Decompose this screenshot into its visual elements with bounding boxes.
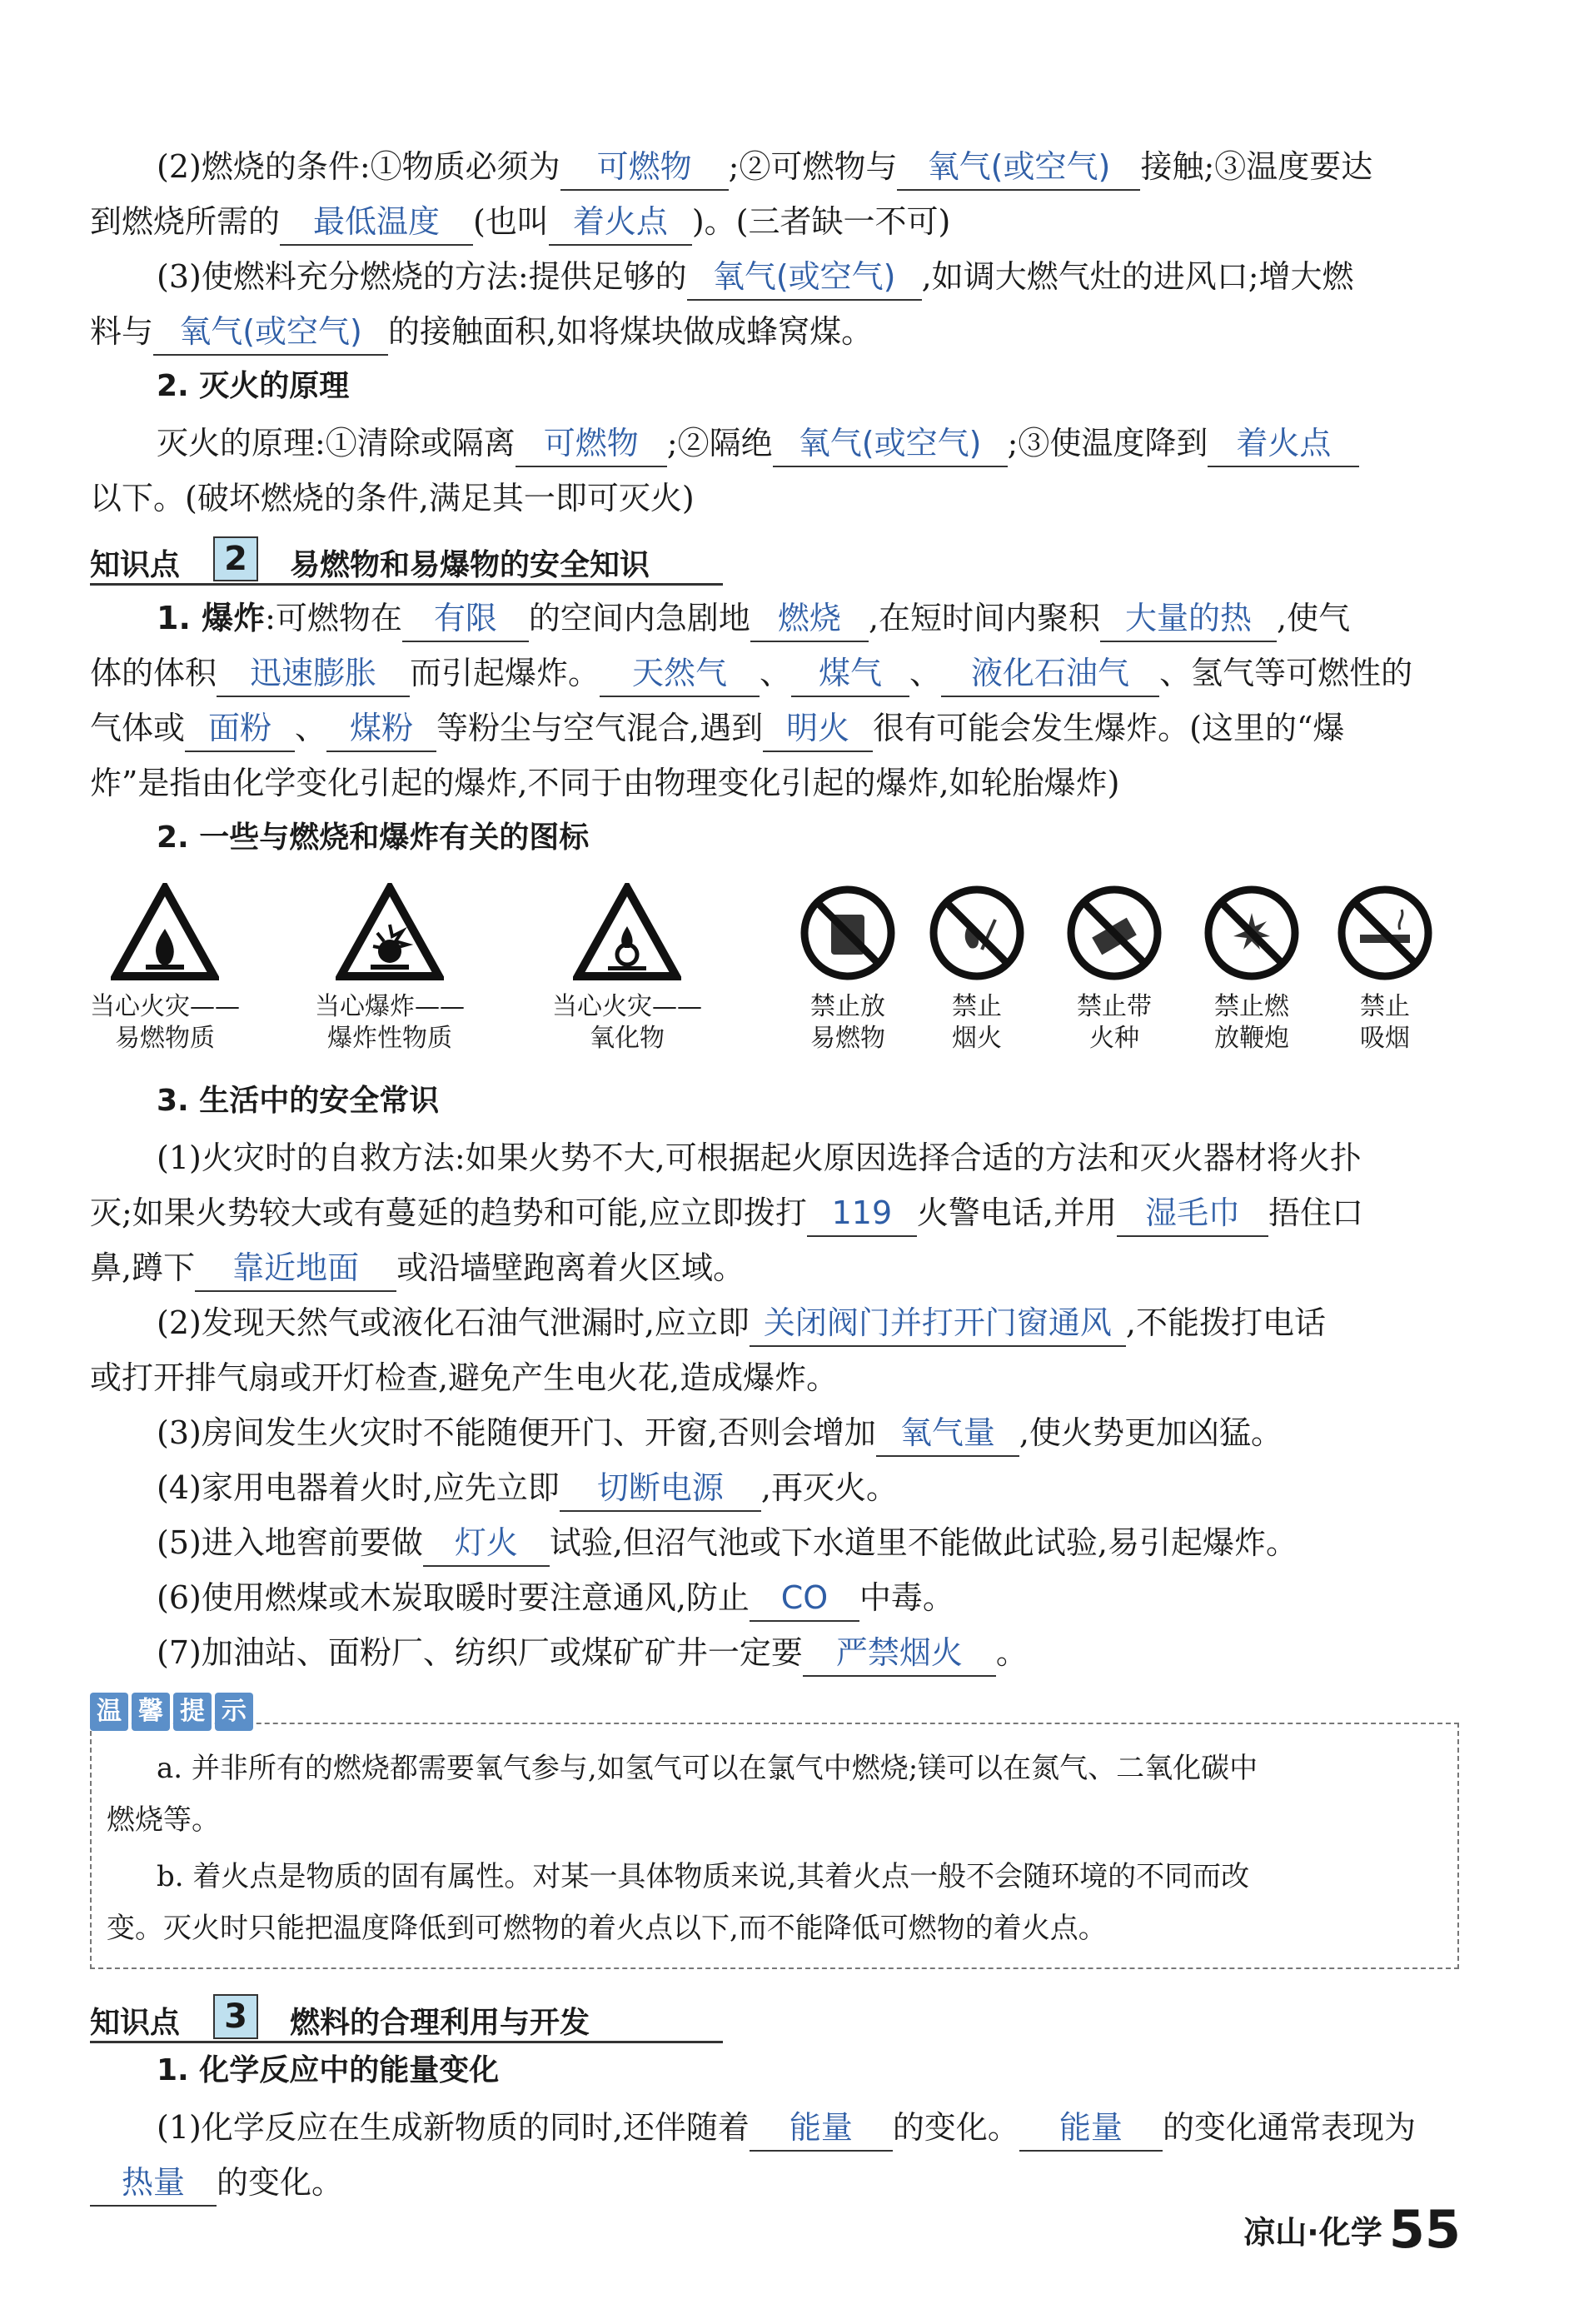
text: (3)使燃料充分燃烧的方法:提供足够的 (157, 258, 687, 295)
answer-blank: 煤气 (791, 651, 909, 697)
text-line (157, 1131, 1456, 1184)
text-line (90, 471, 1456, 525)
text-line (90, 195, 1456, 248)
tips-header-char: 温 (90, 1693, 128, 1731)
kp-label: 知识点 (90, 548, 181, 582)
answer-blank: 煤粉 (326, 706, 436, 752)
text: 。 (995, 1634, 1028, 1671)
sign-no-smoking (1322, 883, 1447, 1055)
answer-blank: 氧气量 (876, 1410, 1019, 1457)
sign-caption: 禁止 (1360, 992, 1410, 1021)
page-footer (1243, 2199, 1461, 2260)
text: (1)火灾时的自救方法:如果火势不大,可根据起火原因选择合适的方法和灭火器材将火扑 (157, 1140, 1362, 1176)
answer-blank: 氧气(或空气) (773, 421, 1008, 467)
tip-text: a. 并非所有的燃烧都需要氧气参与,如氢气可以在氯气中燃烧;镁可以在氮气、二氧化碳中 (157, 1752, 1258, 1785)
text: 或沿墙壁跑离着火区域。 (396, 1249, 745, 1286)
text: ,使火势更加凶猛。 (1019, 1414, 1283, 1451)
text: ,不能拨打电话 (1125, 1304, 1327, 1341)
text-line (90, 305, 1456, 358)
answer-blank: 灯火 (423, 1520, 550, 1567)
text: 中毒。 (859, 1579, 954, 1616)
sign-caption: 吸烟 (1360, 1024, 1410, 1053)
answer-blank: 关闭阀门并打开门窗通风 (750, 1300, 1126, 1347)
text: 、 (295, 710, 327, 746)
text: 的接触面积,如将煤块做成蜂窝煤。 (388, 313, 874, 350)
answer-blank: 切断电源 (560, 1465, 761, 1512)
text-line (90, 646, 1456, 700)
text: )。(三者缺一不可) (691, 203, 951, 240)
text: (5)进入地窖前要做 (157, 1524, 423, 1561)
text: 的变化。 (217, 2164, 344, 2201)
text-line (90, 1351, 1456, 1404)
text: 以下。(破坏燃烧的条件,满足其一即可灭火) (90, 480, 695, 516)
text-line (157, 416, 1456, 470)
tip-text: 变。灭火时只能把温度降低到可燃物的着火点以下,而不能降低可燃物的着火点。 (107, 1912, 1107, 1945)
text: 灭火的原理:①清除或隔离 (157, 425, 516, 461)
subheading: 1. 化学反应中的能量变化 (157, 2053, 500, 2087)
answer-blank: 湿毛巾 (1117, 1190, 1268, 1237)
sign-caption: 当心爆炸—— (315, 992, 465, 1021)
text: 的变化通常表现为 (1162, 2109, 1416, 2146)
answer-blank: 大量的热 (1100, 596, 1277, 642)
answer-blank: 迅速膨胀 (217, 651, 410, 697)
subheading: 2. 一些与燃烧和爆炸有关的图标 (157, 820, 590, 855)
sign-caption: 禁止带 (1077, 992, 1152, 1021)
answer-blank: 严禁烟火 (803, 1630, 996, 1677)
kp-label: 知识点 (90, 2006, 181, 2040)
text: 炸”是指由化学变化引起的爆炸,不同于由物理变化引起的爆炸,如轮胎爆炸) (90, 765, 1120, 801)
text: ;②隔绝 (666, 425, 773, 461)
answer-blank: 最低温度 (280, 199, 473, 246)
answer-blank: 液化石油气 (941, 651, 1159, 697)
warning-triangle-oxidizer-icon (573, 883, 681, 983)
text: (6)使用燃煤或木炭取暖时要注意通风,防止 (157, 1579, 750, 1616)
text: (7)加油站、面粉厂、纺织厂或煤矿矿井一定要 (157, 1634, 803, 1671)
text: ,再灭火。 (760, 1469, 899, 1506)
text-line (157, 1516, 1456, 1569)
sign-caption: 禁止放 (810, 992, 885, 1021)
answer-blank: 有限 (402, 596, 529, 642)
answer-blank: 靠近地面 (195, 1245, 396, 1292)
text: 鼻,蹲下 (90, 1249, 196, 1286)
safety-signs-row (90, 883, 1456, 1075)
answer-blank: 天然气 (600, 651, 760, 697)
answer-blank: 氧气(或空气) (687, 254, 922, 301)
sign-no-fireworks (1189, 883, 1314, 1055)
text: (2)燃烧的条件:①物质必须为 (157, 148, 560, 185)
text-line (157, 1461, 1456, 1514)
text: 到燃烧所需的 (90, 203, 281, 240)
text-line (157, 250, 1456, 303)
text-line (157, 591, 1456, 645)
no-smoking-icon (1335, 883, 1435, 983)
text: 火警电话,并用 (916, 1194, 1117, 1231)
answer-blank: 面粉 (185, 706, 295, 752)
text-line (90, 1186, 1456, 1239)
no-flammables-icon (798, 883, 898, 983)
answer-blank: 可燃物 (516, 421, 667, 467)
text: 、 (760, 655, 792, 691)
page-number: 55 (1388, 2199, 1461, 2260)
answer-blank: 119 (807, 1190, 917, 1237)
text: 料与 (90, 313, 154, 350)
text: ;②可燃物与 (728, 148, 898, 185)
sign-flammable (90, 883, 240, 1055)
text: ,使气 (1277, 600, 1351, 636)
sign-explosive (315, 883, 465, 1055)
no-fireworks-icon (1202, 883, 1302, 983)
text-line (90, 756, 1456, 810)
answer-blank: 可燃物 (560, 144, 729, 191)
sign-caption: 氧化物 (590, 1024, 665, 1053)
answer-blank: 燃烧 (750, 596, 869, 642)
sign-caption: 禁止燃 (1214, 992, 1289, 1021)
no-kindling-icon (1064, 883, 1164, 983)
text: 灭;如果火势较大或有蔓延的趋势和可能,应立即拨打 (90, 1194, 807, 1231)
sign-no-fire (914, 883, 1039, 1055)
sign-no-kindling (1048, 883, 1181, 1055)
tips-header-char: 示 (215, 1693, 253, 1731)
text: ,如调大燃气灶的进风口;增大燃 (921, 258, 1354, 295)
tip-text: 燃烧等。 (107, 1803, 220, 1837)
answer-blank: 能量 (1019, 2105, 1163, 2152)
text-line (90, 701, 1456, 755)
text-line (157, 1296, 1456, 1349)
text: (也叫 (473, 203, 549, 240)
kp-title: 易燃物和易爆物的安全知识 (290, 548, 650, 582)
sign-caption: 当心火灾—— (90, 992, 240, 1021)
text-line (157, 2101, 1456, 2154)
text-line (157, 1626, 1456, 1679)
sign-caption: 火种 (1089, 1024, 1139, 1053)
text: 、氢气等可燃性的 (1159, 655, 1413, 691)
tip-text: b. 着火点是物质的固有属性。对某一具体物质来说,其着火点一般不会随环境的不同而改 (157, 1860, 1250, 1893)
sign-caption: 易燃物质 (115, 1024, 215, 1053)
text: 等粉尘与空气混合,遇到 (436, 710, 764, 746)
sign-caption: 爆炸性物质 (327, 1024, 452, 1053)
text: (1)化学反应在生成新物质的同时,还伴随着 (157, 2109, 750, 2146)
sign-caption: 烟火 (952, 1024, 1002, 1053)
subheading: 3. 生活中的安全常识 (157, 1084, 440, 1118)
footer-label: 凉山·化学 (1243, 2214, 1382, 2251)
text-line (157, 140, 1456, 193)
text: (3)房间发生火灾时不能随便开门、开窗,否则会增加 (157, 1414, 876, 1451)
answer-blank: 明火 (763, 706, 873, 752)
text-line (157, 1406, 1456, 1459)
sign-no-flammables (781, 883, 914, 1055)
sign-oxidizer (552, 883, 702, 1055)
text: 、 (909, 655, 942, 691)
sign-caption: 禁止 (952, 992, 1002, 1021)
text: 的空间内急剧地 (528, 600, 750, 636)
text: 体的体积 (90, 655, 217, 691)
knowledge-point-header (90, 536, 723, 586)
text: ,在短时间内聚积 (868, 600, 1101, 636)
kp-number: 2 (213, 536, 258, 581)
term-label: 1. 爆炸 (157, 600, 266, 636)
answer-blank: 热量 (90, 2160, 217, 2207)
tips-header-char: 提 (173, 1693, 212, 1731)
text: 的变化。 (892, 2109, 1019, 2146)
sign-caption: 易燃物 (810, 1024, 885, 1053)
kp-number: 3 (213, 1994, 258, 2039)
tips-header (90, 1693, 257, 1736)
text: ;③使温度降到 (1007, 425, 1208, 461)
sign-caption: 当心火灾—— (552, 992, 702, 1021)
subheading: 2. 灭火的原理 (157, 369, 350, 403)
text: (4)家用电器着火时,应先立即 (157, 1469, 560, 1506)
kp-title: 燃料的合理利用与开发 (290, 2006, 590, 2040)
knowledge-point-header (90, 1994, 723, 2043)
warning-triangle-explosion-icon (336, 883, 444, 983)
text: 接触;③温度要达 (1140, 148, 1373, 185)
text: 气体或 (90, 710, 186, 746)
answer-blank: 能量 (750, 2105, 893, 2152)
text: 试验,但沼气池或下水道里不能做此试验,易引起爆炸。 (549, 1524, 1298, 1561)
answer-blank: 氧气(或空气) (897, 144, 1140, 191)
sign-caption: 放鞭炮 (1214, 1024, 1289, 1053)
text: :可燃物在 (265, 600, 402, 636)
answer-blank: 氧气(或空气) (153, 309, 388, 356)
text-line (157, 1571, 1456, 1624)
text: 很有可能会发生爆炸。(这里的“爆 (873, 710, 1345, 746)
tips-header-char: 馨 (132, 1693, 170, 1731)
answer-blank: 着火点 (549, 199, 692, 246)
text: 而引起爆炸。 (410, 655, 600, 691)
text-line (90, 1241, 1456, 1294)
text: 捂住口 (1268, 1194, 1363, 1231)
answer-blank: CO (750, 1575, 859, 1622)
text: (2)发现天然气或液化石油气泄漏时,应立即 (157, 1304, 750, 1341)
warning-triangle-flame-icon (111, 883, 219, 983)
no-open-flame-icon (927, 883, 1027, 983)
text: 或打开排气扇或开灯检查,避免产生电火花,造成爆炸。 (90, 1359, 839, 1396)
answer-blank: 着火点 (1208, 421, 1359, 467)
